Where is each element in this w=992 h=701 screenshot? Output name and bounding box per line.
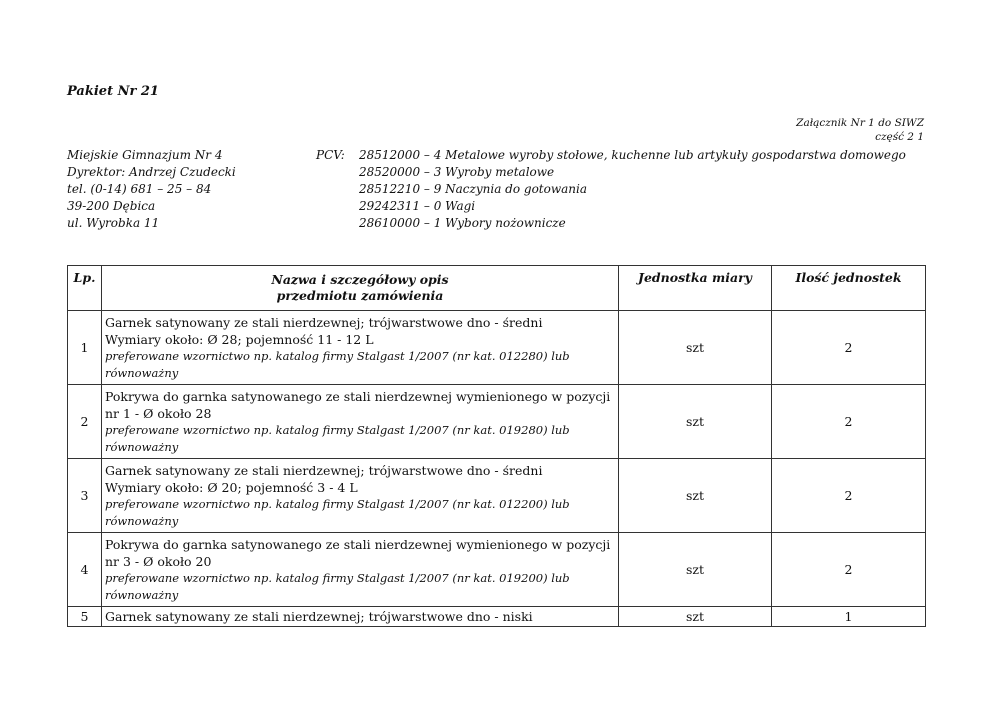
row-qty: 1	[772, 607, 926, 627]
package-title: Pakiet Nr 21	[67, 84, 159, 99]
row-unit: szt	[619, 311, 772, 385]
row-desc-line-2: nr 3 - Ø około 20	[105, 553, 212, 569]
row-description	[102, 385, 619, 459]
row-desc-line-1: Garnek satynowany ze stali nierdzewnej; trójwarstwowe dno - niski	[105, 609, 533, 624]
pcv-code: 28512210 – 9 Naczynia do gotowania	[359, 182, 587, 196]
row-pref-line-1: preferowane wzornictwo np. katalog firmy Stalgast 1/2007 (nr kat. 012200) lub	[105, 496, 570, 511]
pcv-code-list	[359, 147, 906, 232]
row-desc-line-2: nr 1 - Ø około 28	[105, 405, 212, 421]
row-pref-line-2: równoważny	[105, 513, 179, 528]
items-table	[67, 265, 926, 627]
row-lp: 4	[68, 533, 102, 607]
row-desc-line-2: Wymiary około: Ø 28; pojemność 11 - 12 L	[105, 331, 374, 347]
pcv-code: 28520000 – 3 Wyroby metalowe	[359, 165, 555, 179]
row-lp: 1	[68, 311, 102, 385]
row-description	[102, 311, 619, 385]
row-lp: 2	[68, 385, 102, 459]
row-qty: 2	[772, 385, 926, 459]
table-header-row	[68, 266, 926, 311]
row-pref-line-2: równoważny	[105, 587, 179, 602]
row-desc-line-1: Pokrywa do garnka satynowanego ze stali nierdzewnej wymienionego w pozycji	[105, 388, 611, 404]
row-unit: szt	[619, 533, 772, 607]
row-unit: szt	[619, 607, 772, 627]
header-unit: Jednostka miary	[619, 266, 772, 311]
header-qty: Ilość jednostek	[772, 266, 926, 311]
school-phone: tel. (0-14) 681 – 25 – 84	[67, 182, 212, 196]
row-qty: 2	[772, 533, 926, 607]
row-qty: 2	[772, 311, 926, 385]
annex-note	[796, 116, 924, 144]
header-lp: Lp.	[68, 266, 102, 311]
row-description	[102, 607, 619, 627]
row-unit: szt	[619, 385, 772, 459]
row-unit: szt	[619, 459, 772, 533]
row-pref-line-1: preferowane wzornictwo np. katalog firmy Stalgast 1/2007 (nr kat. 019200) lub	[105, 570, 570, 585]
school-address	[67, 147, 236, 232]
row-desc-line-1: Garnek satynowany ze stali nierdzewnej; trójwarstwowe dno - średni	[105, 462, 543, 478]
row-desc-line-2: Wymiary około: Ø 20; pojemność 3 - 4 L	[105, 479, 358, 495]
header-name	[102, 266, 619, 311]
school-director: Dyrektor: Andrzej Czudecki	[67, 165, 236, 179]
row-description	[102, 459, 619, 533]
row-lp: 5	[68, 607, 102, 627]
table-row	[68, 459, 926, 533]
row-lp: 3	[68, 459, 102, 533]
pcv-code: 28610000 – 1 Wybory nożownicze	[359, 216, 566, 230]
pcv-code: 29242311 – 0 Wagi	[359, 199, 476, 213]
pcv-label: PCV:	[316, 148, 345, 162]
row-qty: 2	[772, 459, 926, 533]
row-desc-line-1: Pokrywa do garnka satynowanego ze stali nierdzewnej wymienionego w pozycji	[105, 536, 611, 552]
school-name: Miejskie Gimnazjum Nr 4	[67, 148, 223, 162]
row-description	[102, 533, 619, 607]
school-city: 39-200 Dębica	[67, 199, 156, 213]
header-name-line-2: przedmiotu zamówienia	[276, 288, 444, 303]
row-pref-line-1: preferowane wzornictwo np. katalog firmy Stalgast 1/2007 (nr kat. 019280) lub	[105, 422, 570, 437]
row-pref-line-2: równoważny	[105, 439, 179, 454]
table-row	[68, 311, 926, 385]
table-row	[68, 533, 926, 607]
row-desc-line-1: Garnek satynowany ze stali nierdzewnej; trójwarstwowe dno - średni	[105, 314, 543, 330]
annex-line-1: Załącznik Nr 1 do SIWZ	[796, 117, 924, 129]
row-pref-line-1: preferowane wzornictwo np. katalog firmy Stalgast 1/2007 (nr kat. 012280) lub	[105, 348, 570, 363]
annex-line-2: część 2 1	[875, 131, 924, 143]
school-street: ul. Wyrobka 11	[67, 216, 160, 230]
row-pref-line-2: równoważny	[105, 365, 179, 380]
pcv-code: 28512000 – 4 Metalowe wyroby stołowe, kuchenne lub artykuły gospodarstwa domowego	[359, 148, 906, 162]
table-row	[68, 385, 926, 459]
header-name-line-1: Nazwa i szczegółowy opis	[271, 272, 449, 287]
table-row	[68, 607, 926, 627]
